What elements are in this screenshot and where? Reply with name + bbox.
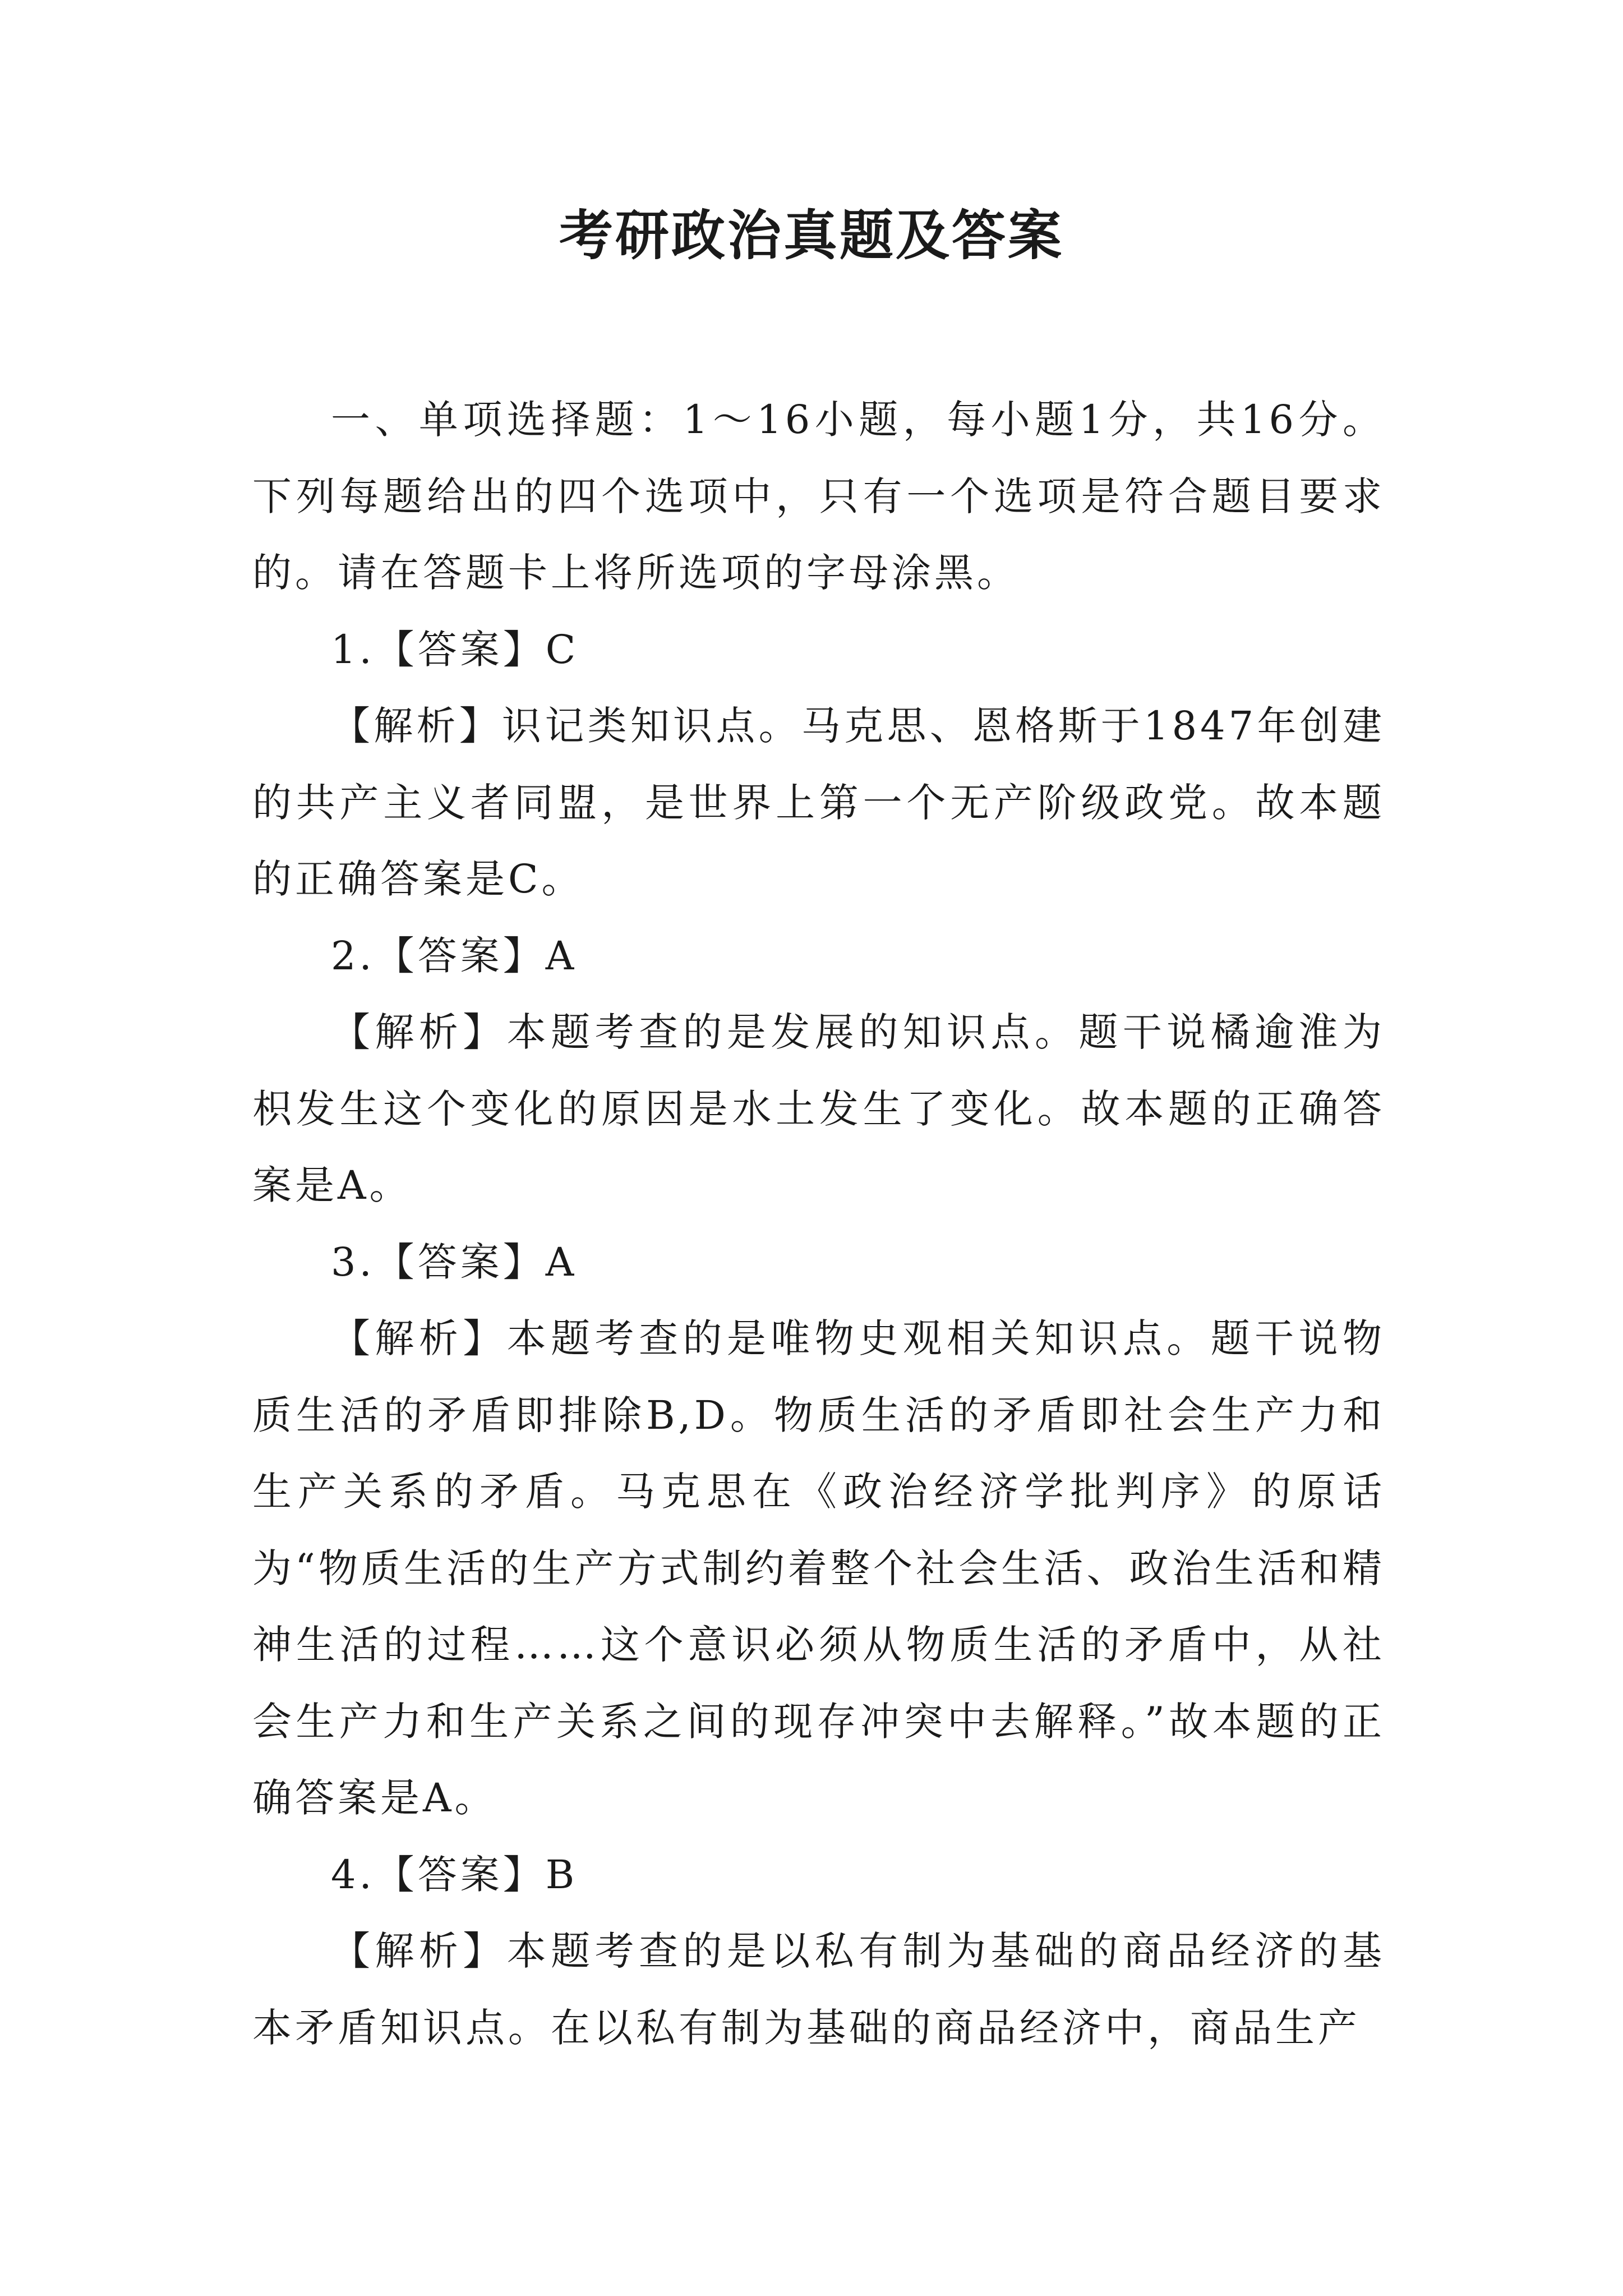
document-body xyxy=(252,381,1385,2066)
explanation-1: 【解析】识记类知识点。马克思、恩格斯于1847年创建的共产主义者同盟，是世界上第一个无产阶级政党。故本题的正确答案是C。 xyxy=(252,703,1385,902)
explanation-3: 【解析】本题考查的是唯物史观相关知识点。题干说物质生活的矛盾即排除B,D。物质生活的矛盾即社会生产力和生产关系的矛盾。马克思在《政治经济学批判序》的原话为“物质生活的生产方式制约着整个社会生活、政治生活和精神生活的过程……这个意识必须从物质生活的矛盾中，从社会生产力和生产关系之间的现存冲突中去解释。”故本题的正确答案是A。 xyxy=(252,1315,1385,1821)
answer-3: 3.【答案】A xyxy=(331,1239,578,1285)
document-title: 考研政治真题及答案 xyxy=(559,204,1064,267)
explanation-4: 【解析】本题考查的是以私有制为基础的商品经济的基本矛盾知识点。在以私有制为基础的商品经济中，商品生产 xyxy=(252,1928,1385,2051)
section-instructions: 一、单项选择题：1～16小题，每小题1分，共16分。下列每题给出的四个选项中，只有一个选项是符合题目要求的。请在答题卡上将所选项的字母涂黑。 xyxy=(252,397,1385,596)
answer-1: 1.【答案】C xyxy=(331,626,579,673)
explanation-2: 【解析】本题考查的是发展的知识点。题干说橘逾淮为枳发生这个变化的原因是水土发生了变化。故本题的正确答案是A。 xyxy=(252,1009,1385,1208)
answer-4: 4.【答案】B xyxy=(331,1851,578,1898)
answer-2: 2.【答案】A xyxy=(331,932,578,979)
